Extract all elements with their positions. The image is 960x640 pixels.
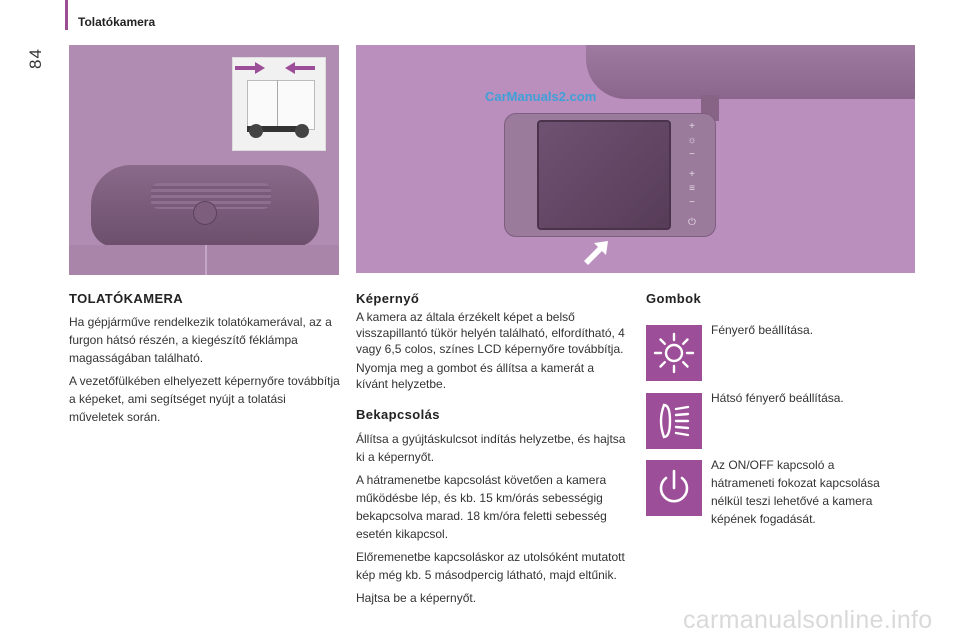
sun-icon: ☼ bbox=[687, 135, 697, 146]
footer-watermark: carmanualsonline.info bbox=[683, 606, 933, 634]
screen-text bbox=[356, 309, 626, 397]
power-icon bbox=[646, 460, 702, 516]
paragraph: Állítsa a gyújtáskulcsot indítás helyzetbe, és hajtsa ki a képernyőt. bbox=[356, 432, 626, 464]
paragraph: A vezetőfülkében elhelyezett képernyőre továbbítja a képeket, ami segítséget nyújt a tolatási műveletek során. bbox=[69, 374, 340, 424]
paragraph: Ha gépjárműve rendelkezik tolatókamerával, az a furgon hátsó részén, a kiegészítő féklámpa magasságában található. bbox=[69, 315, 332, 365]
rear-light-small-icon: ≡ bbox=[689, 183, 695, 194]
power-small-icon: ⏻ bbox=[688, 217, 696, 228]
rear-camera-photo bbox=[69, 45, 339, 275]
van-wheel bbox=[295, 124, 309, 138]
power-description: Az ON/OFF kapcsoló a hátrameneti fokozat kapcsolása nélkül teszi lehetővé a kamera képének fogadását. bbox=[711, 458, 880, 526]
body-panel bbox=[69, 245, 339, 275]
paragraph: A kamera az általa érzékelt képet a belső visszapillantó tükör helyén található, elfordítható, 4 vagy 6,5 colos, színes LCD képernyőre továbbítja. bbox=[356, 310, 625, 356]
van-rear-inset bbox=[232, 57, 326, 151]
lcd-screen bbox=[537, 120, 671, 230]
mirror-housing bbox=[586, 45, 915, 99]
header-accent-bar bbox=[65, 0, 68, 30]
switching-text bbox=[356, 430, 632, 612]
camera-lens-icon bbox=[193, 201, 217, 225]
brightness-description: Fényerő beállítása. bbox=[711, 323, 814, 337]
section-title: Tolatókamera bbox=[78, 15, 156, 29]
arrow-left-icon bbox=[285, 62, 315, 74]
rear-light-icon bbox=[646, 393, 702, 449]
minus-icon: − bbox=[689, 149, 695, 160]
lcd-monitor bbox=[504, 113, 716, 237]
buttons-heading: Gombok bbox=[646, 291, 702, 306]
photo-watermark: CarManuals2.com bbox=[485, 89, 597, 104]
paragraph: Előremenetbe kapcsoláskor az utolsóként mutatott kép még kb. 5 másodpercig látható, majd eltűnik. bbox=[356, 550, 625, 582]
rear-light-description: Hátsó fényerő beállítása. bbox=[711, 391, 844, 405]
pointer-arrow-icon bbox=[584, 241, 608, 265]
paragraph: A hátramenetbe kapcsolást követően a kamera működésbe lép, és kb. 15 km/órás sebességig bekapcsolva marad. 18 km/óra feletti sebesség esetén kikapcsol. bbox=[356, 473, 607, 541]
plus-icon: + bbox=[689, 169, 695, 180]
arrow-right-icon bbox=[235, 62, 265, 74]
van-wheel bbox=[249, 124, 263, 138]
paragraph: Hajtsa be a képernyőt. bbox=[356, 591, 477, 605]
paragraph: Nyomja meg a gombot és állítsa a kamerát a kívánt helyzetbe. bbox=[356, 361, 595, 391]
plus-icon: + bbox=[689, 121, 695, 132]
van-door-seam bbox=[277, 80, 278, 128]
screen-heading: Képernyő bbox=[356, 291, 420, 306]
minus-icon: − bbox=[689, 197, 695, 208]
intro-heading: TOLATÓKAMERA bbox=[69, 291, 184, 306]
intro-text bbox=[69, 313, 341, 431]
monitor-photo bbox=[356, 45, 915, 273]
brightness-icon bbox=[646, 325, 702, 381]
panel-seam bbox=[205, 245, 207, 275]
van-body bbox=[247, 80, 315, 130]
switching-heading: Bekapcsolás bbox=[356, 407, 440, 422]
page-number: 84 bbox=[26, 48, 45, 69]
